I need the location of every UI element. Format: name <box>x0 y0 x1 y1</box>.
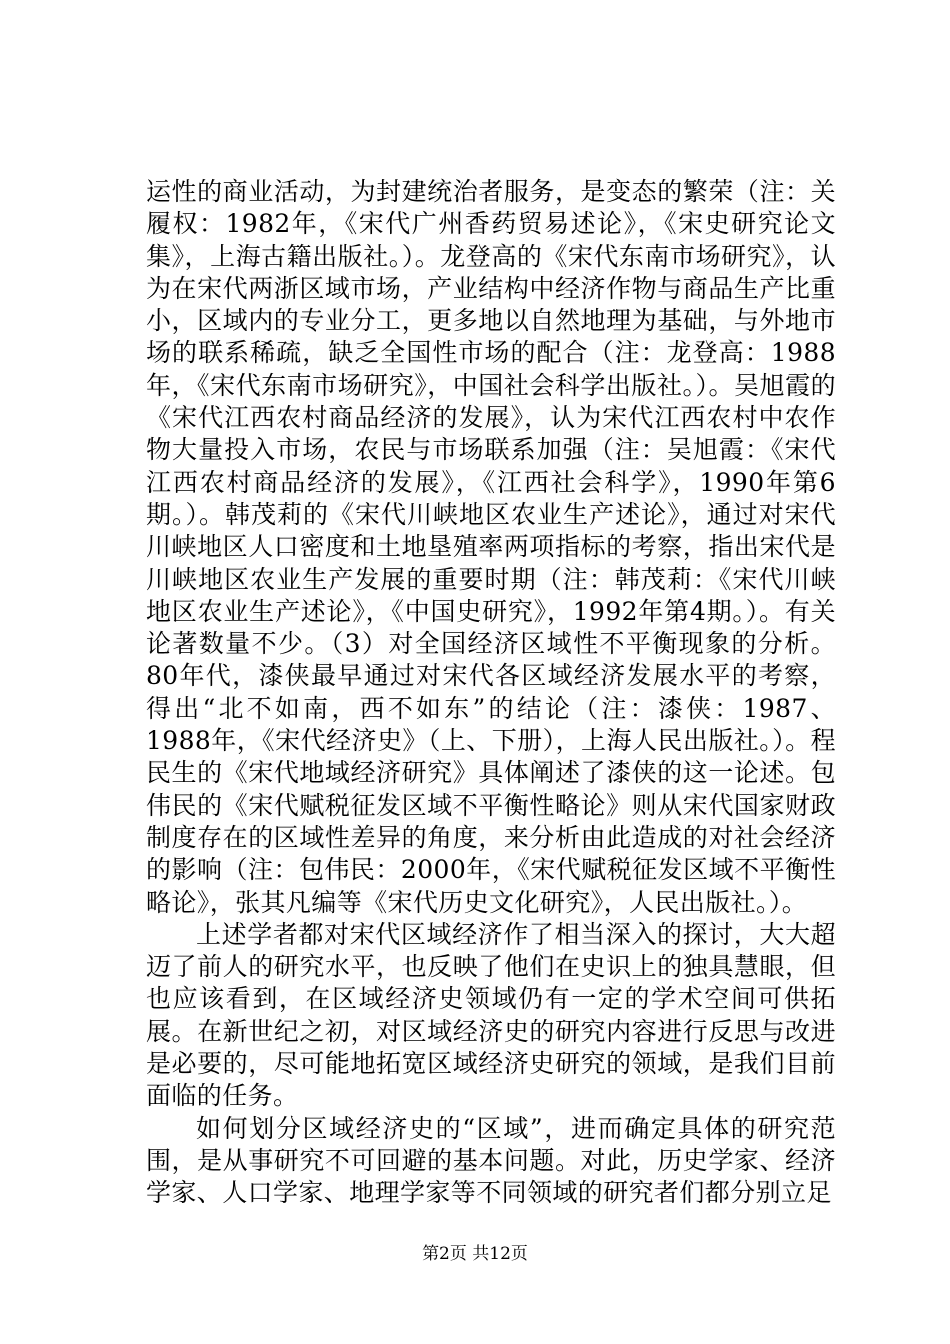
body-text <box>146 176 836 1210</box>
paragraph-scholars-summary: 上述学者都对宋代区域经济作了相当深入的探讨，大大超迈了前人的研究水平，也反映了他们在史识上的独具慧眼，但也应该看到，在区域经济史领域仍有一定的学术空间可供拓展。在新世纪之初，对区域经济史的研究内容进行反思与改进是必要的，尽可能地拓宽区域经济史研究的领域，是我们目前面临的任务。 <box>146 919 836 1111</box>
page-footer: 第2页 共12页 <box>422 1244 528 1264</box>
paragraph-region-definition: 如何划分区域经济史的“区域”，进而确定具体的研究范围，是从事研究不可回避的基本问题。对此，历史学家、经济学家、人口学家、地理学家等不同领域的研究者们都分别立足 <box>146 1113 836 1208</box>
paragraph-continuation: 运性的商业活动，为封建统治者服务，是变态的繁荣（注：关履权：1982年，《宋代广州香药贸易述论》，《宋史研究论文集》，上海古籍出版社。）。龙登高的《宋代东南市场研究》，认为在宋代两浙区域市场，产业结构中经济作物与商品生产比重小，区域内的专业分工，更多地以自然地理为基础，与外地市场的联系稀疏，缺乏全国性市场的配合（注：龙登高：1988年，《宋代东南市场研究》，中国社会科学出版社。）。吴旭霞的《宋代江西农村商品经济的发展》，认为宋代江西农村中农作物大量投入市场，农民与市场联系加强（注：吴旭霞：《宋代江西农村商品经济的发展》，《江西社会科学》，1990年第6期。）。韩茂莉的《宋代川峡地区农业生产述论》，通过对宋代川峡地区人口密度和土地垦殖率两项指标的考察，指出宋代是川峡地区农业生产发展的重要时期（注：韩茂莉：《宋代川峡地区农业生产述论》，《中国史研究》，1992年第4期。）。有关论著数量不少。（3）对全国经济区域性不平衡现象的分析。80年代，漆侠最早通过对宋代各区域经济发展水平的考察，得出“北不如南，西不如东”的结论（注：漆侠：1987、1988年，《宋代经济史》（上、下册），上海人民出版社。）。程民生的《宋代地域经济研究》具体阐述了漆侠的这一论述。包伟民的《宋代赋税征发区域不平衡性略论》则从宋代国家财政制度存在的区域性差异的角度，来分析由此造成的对社会经济的影响（注：包伟民：2000年，《宋代赋税征发区域不平衡性略论》，张其凡编等《宋代历史文化研究》，人民出版社。）。 <box>146 177 836 917</box>
